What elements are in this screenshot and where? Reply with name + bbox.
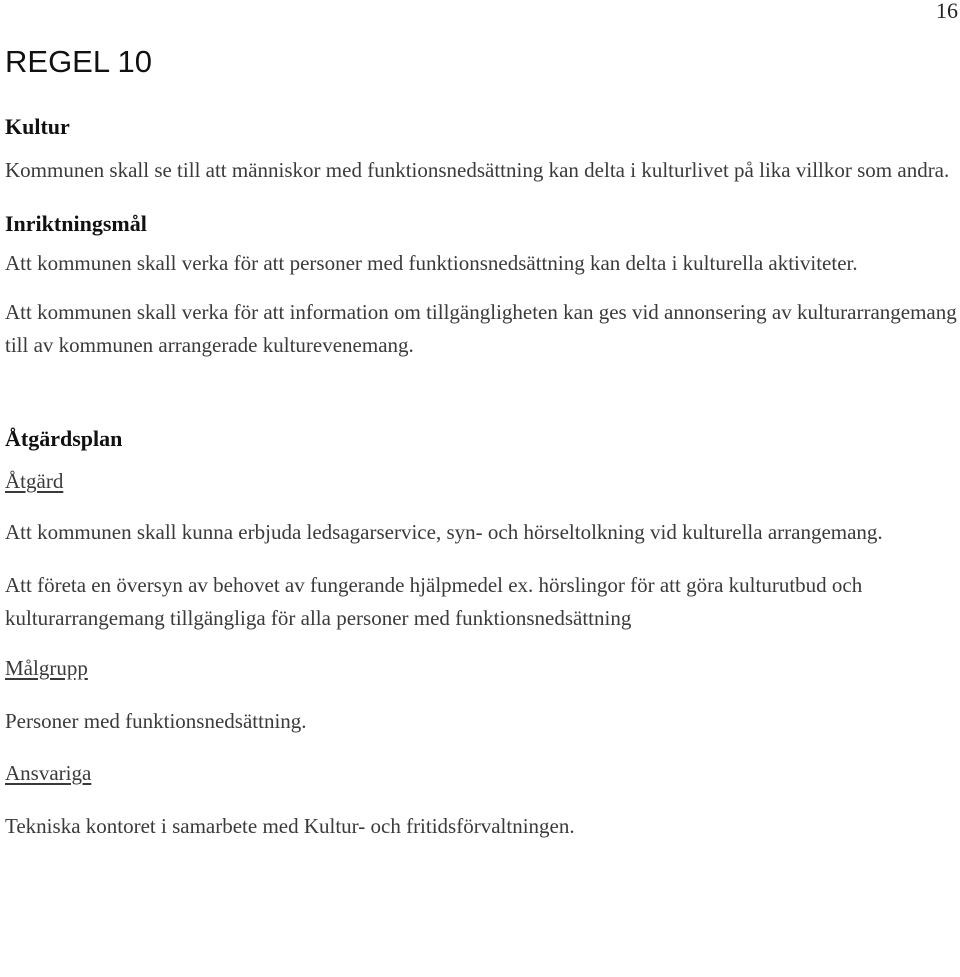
atgard-item-2: Att företa en översyn av behovet av fungerande hjälpmedel ex. hörslingor för att göra kulturutbud och kulturarrangemang tillgängliga för alla personer med funktionsnedsättning <box>5 573 863 630</box>
inriktningsmal-paragraph-1: Att kommunen skall verka för att personer med funktionsnedsättning kan delta i kulturella aktiviteter. <box>5 251 858 275</box>
ansvariga-label: Ansvariga <box>5 761 92 785</box>
ansvariga-text: Tekniska kontoret i samarbete med Kultur- och fritidsförvaltningen. <box>5 814 575 838</box>
malgrupp-label: Målgrupp <box>5 656 88 680</box>
page-number: 16 <box>936 0 958 23</box>
document-body <box>5 40 957 843</box>
section-heading-inriktningsmal: Inriktningsmål <box>5 211 147 236</box>
atgard-item-1: Att kommunen skall kunna erbjuda ledsagarservice, syn- och hörseltolkning vid kulturella arrangemang. <box>5 520 883 544</box>
rule-title: REGEL 10 <box>5 44 153 79</box>
section-heading-atgardsplan: Åtgärdsplan <box>5 426 123 451</box>
malgrupp-text: Personer med funktionsnedsättning. <box>5 709 307 733</box>
atgard-label: Åtgärd <box>5 469 64 493</box>
section-heading-kultur: Kultur <box>5 114 70 139</box>
kultur-body: Kommunen skall se till att människor med funktionsnedsättning kan delta i kulturlivet på lika villkor som andra. <box>5 158 950 182</box>
inriktningsmal-paragraph-2: Att kommunen skall verka för att information om tillgängligheten kan ges vid annonsering av kulturarrangemang till av kommunen arrangerade kulturevenemang. <box>5 300 957 357</box>
